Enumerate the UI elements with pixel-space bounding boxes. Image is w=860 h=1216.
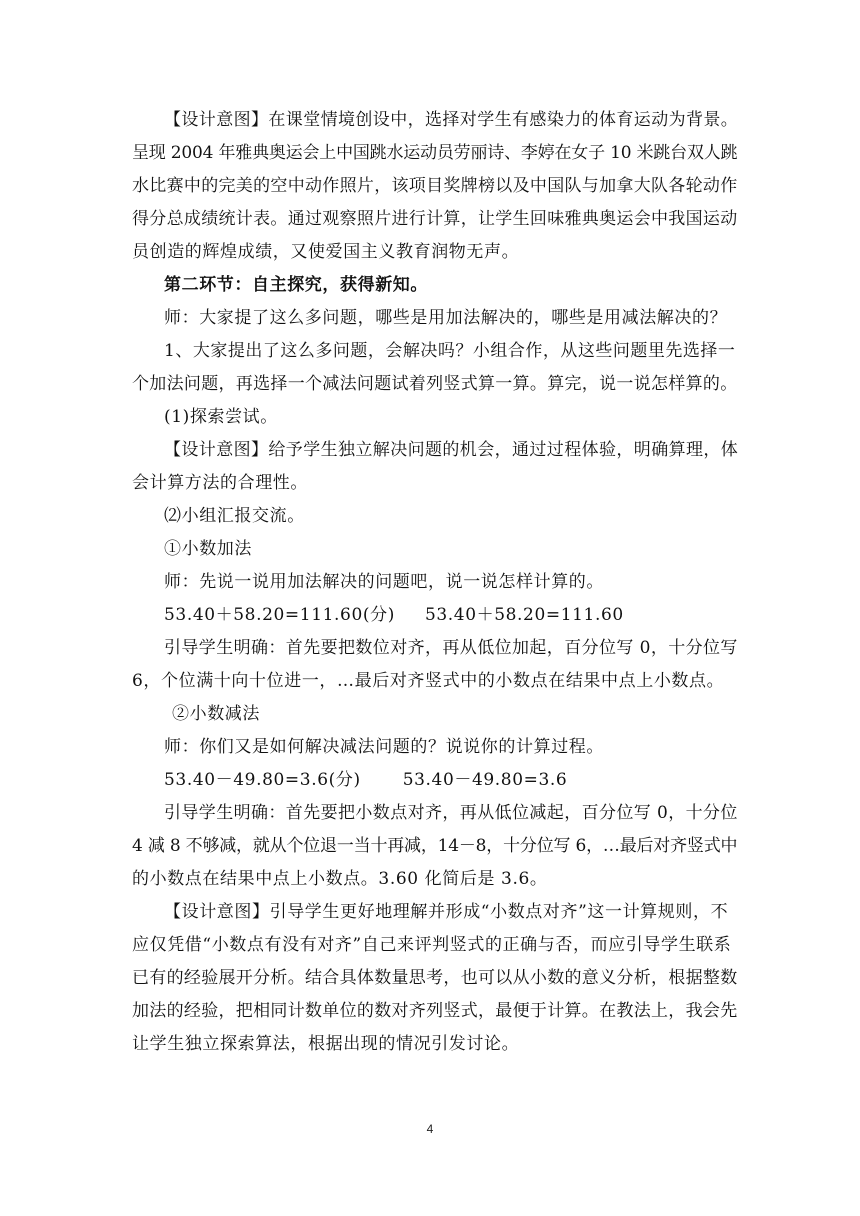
paragraph-line: 的小数点在结果中点上小数点。3.60 化简后是 3.6。: [132, 869, 548, 889]
document-body: [132, 104, 738, 1061]
section-heading: 第二环节：自主探究，获得新知。: [164, 275, 428, 295]
paragraph-line: 个加法问题，再选择一个减法问题试着列竖式算一算。算完，说一说怎样算的。: [132, 374, 738, 394]
paragraph-line: ②小数减法: [172, 704, 260, 724]
paragraph-line: ①小数加法: [164, 539, 252, 559]
paragraph-line: 6，个位满十向十位进一，…最后对齐竖式中的小数点在结果中点上小数点。: [132, 671, 725, 691]
paragraph-line: 1、大家提出了这么多问题，会解决吗？小组合作，从这些问题里先选择一: [164, 341, 736, 361]
paragraph-line: 已有的经验展开分析。结合具体数量思考，也可以从小数的意义分析，根据整数: [132, 968, 738, 988]
paragraph-line: 师：大家提了这么多问题，哪些是用加法解决的，哪些是用减法解决的？: [164, 308, 728, 328]
paragraph-line: 【设计意图】在课堂情境创设中，选择对学生有感染力的体育运动为背景。: [164, 110, 739, 130]
paragraph-line: 应仅凭借“小数点有没有对齐”自己来评判竖式的正确与否，而应引导学生联系: [132, 935, 732, 955]
paragraph-line: 引导学生明确：首先要把数位对齐，再从低位加起，百分位写 0，十分位写: [164, 638, 738, 658]
paragraph-line: 引导学生明确：首先要把小数点对齐，再从低位减起，百分位写 0，十分位: [164, 803, 738, 823]
paragraph-line: 4 减 8 不够减，就从个位退一当十再减，14－8，十分位写 6，…最后对齐竖式中: [132, 836, 738, 856]
paragraph-line: (1)探索尝试。: [164, 407, 278, 427]
paragraph-line: 会计算方法的合理性。: [132, 473, 308, 493]
paragraph-line: 员创造的辉煌成绩，又使爱国主义教育润物无声。: [132, 242, 520, 262]
formula-line: 53.40－49.80=3.6(分) 53.40－49.80=3.6: [164, 770, 568, 790]
paragraph-line: 师：先说一说用加法解决的问题吧，说一说怎样计算的。: [164, 572, 604, 592]
paragraph-line: 得分总成绩统计表。通过观察照片进行计算，让学生回味雅典奥运会中我国运动: [132, 209, 738, 229]
paragraph-line: 水比赛中的完美的空中动作照片，该项目奖牌榜以及中国队与加拿大队各轮动作: [132, 176, 738, 196]
formula-line: 53.40＋58.20=111.60(分) 53.40＋58.20=111.60: [164, 605, 624, 625]
page-number: 4: [426, 1122, 434, 1136]
paragraph-line: 【设计意图】给予学生独立解决问题的机会，通过过程体验，明确算理，体: [164, 440, 739, 460]
paragraph-line: 师：你们又是如何解决减法问题的？说说你的计算过程。: [164, 737, 604, 757]
paragraph-line: 让学生独立探索算法，根据出现的情况引发讨论。: [132, 1034, 520, 1054]
paragraph-line: 呈现 2004 年雅典奥运会上中国跳水运动员劳丽诗、李婷在女子 10 米跳台双人跳: [132, 143, 738, 163]
paragraph-line: 【设计意图】引导学生更好地理解并形成“小数点对齐”这一计算规则，不: [164, 902, 729, 922]
paragraph-line: 加法的经验，把相同计数单位的数对齐列竖式，最便于计算。在教法上，我会先: [132, 1001, 738, 1021]
paragraph-line: ⑵小组汇报交流。: [164, 506, 305, 526]
